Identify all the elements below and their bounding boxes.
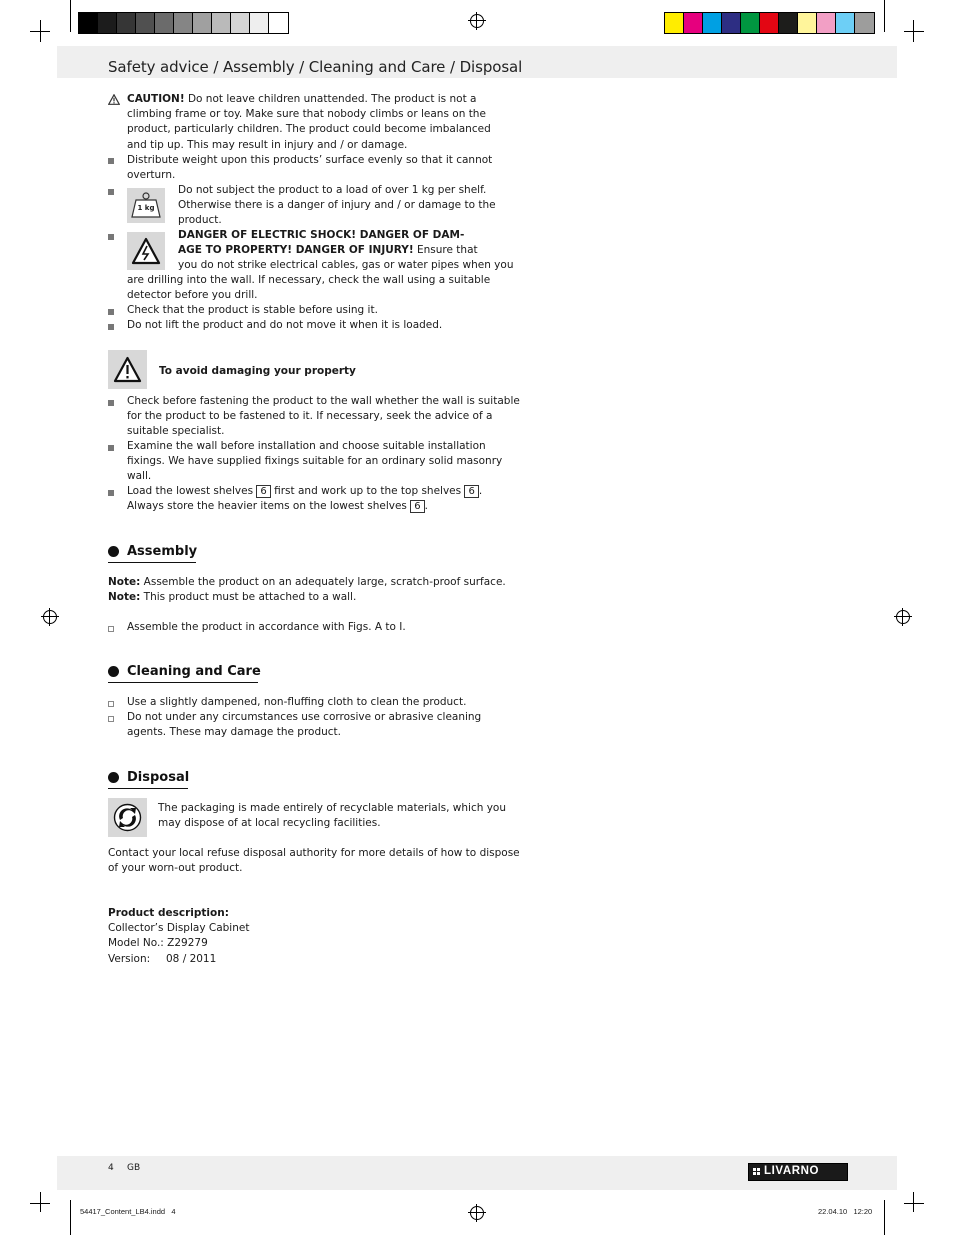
property-load-text: first and work up to the top shelves bbox=[270, 485, 465, 497]
property-load-text: . bbox=[478, 485, 483, 497]
page-title: Safety advice / Assembly / Cleaning and Care / Disposal bbox=[108, 58, 523, 76]
product-label: Product description: bbox=[108, 907, 229, 919]
crop-mark bbox=[884, 1200, 885, 1235]
color-swatch bbox=[136, 13, 155, 33]
bullet-icon bbox=[108, 234, 114, 240]
crop-mark bbox=[913, 20, 914, 42]
distribute-text: Distribute weight upon this products’ surface evenly so that it cannot bbox=[127, 154, 493, 166]
caution-text: product, particularly children. The product could become imbalanced bbox=[127, 123, 491, 135]
property-check-text: suitable specialist. bbox=[127, 425, 225, 437]
color-swatch bbox=[155, 13, 174, 33]
color-swatch bbox=[269, 13, 288, 33]
color-swatch bbox=[684, 13, 703, 33]
section-underline bbox=[108, 788, 188, 789]
registration-mark-icon bbox=[470, 14, 484, 28]
shelf-reference: 6 bbox=[410, 500, 424, 513]
recycling-icon-box bbox=[108, 798, 147, 837]
bullet-icon bbox=[108, 189, 114, 195]
property-store-text: Always store the heavier items on the lowest shelves bbox=[127, 500, 411, 512]
contact-text: Contact your local refuse disposal authority for more details of how to dispose bbox=[108, 847, 520, 859]
color-swatch bbox=[760, 13, 779, 33]
packaging-text: may dispose of at local recycling facilities. bbox=[158, 817, 381, 829]
color-swatch bbox=[741, 13, 760, 33]
step-bullet-icon bbox=[108, 701, 114, 707]
property-warning-icon-box bbox=[108, 350, 147, 389]
color-swatch bbox=[212, 13, 231, 33]
assembly-note-2 bbox=[108, 590, 356, 605]
property-store-text: . bbox=[424, 500, 428, 512]
brand-name: LIVARNO bbox=[764, 1165, 820, 1177]
load-text: Do not subject the product to a load of over 1 kg per shelf. bbox=[178, 184, 487, 196]
process-color-bar bbox=[664, 12, 875, 34]
load-text: Otherwise there is a danger of injury and / or damage to the bbox=[178, 199, 496, 211]
cleaning-step: Use a slightly dampened, non-fluffing cloth to clean the product. bbox=[127, 696, 467, 708]
step-bullet-icon bbox=[108, 626, 114, 632]
section-bullet-icon bbox=[108, 666, 119, 677]
product-model: Model No.: Z29279 bbox=[108, 937, 208, 949]
property-load-text: Load the lowest shelves bbox=[127, 485, 257, 497]
color-swatch bbox=[79, 13, 98, 33]
bullet-icon bbox=[108, 158, 114, 164]
color-swatch bbox=[98, 13, 117, 33]
note-label: Note: bbox=[108, 576, 141, 588]
shock-text: detector before you drill. bbox=[127, 289, 258, 301]
note-text: This product must be attached to a wall. bbox=[140, 591, 357, 603]
color-swatch bbox=[231, 13, 250, 33]
color-swatch bbox=[798, 13, 817, 33]
shock-text: you do not strike electrical cables, gas or water pipes when you bbox=[178, 259, 514, 271]
shock-heading: DANGER OF ELECTRIC SHOCK! DANGER OF DAM- bbox=[178, 229, 465, 241]
property-heading: To avoid damaging your property bbox=[159, 365, 356, 377]
load-text: product. bbox=[178, 214, 222, 226]
color-swatch bbox=[174, 13, 193, 33]
shelf-reference: 6 bbox=[256, 485, 270, 498]
caution-label: CAUTION! bbox=[127, 93, 185, 105]
brand-logo bbox=[748, 1163, 848, 1181]
stable-text: Check that the product is stable before using it. bbox=[127, 304, 378, 316]
crop-mark bbox=[904, 31, 924, 32]
bullet-icon bbox=[108, 445, 114, 451]
caution-paragraph bbox=[127, 92, 476, 107]
print-timestamp: 22.04.10 12:20 bbox=[818, 1207, 873, 1216]
gray-color-bar bbox=[78, 12, 289, 34]
product-version-label: Version: bbox=[108, 953, 151, 965]
crop-mark bbox=[70, 0, 71, 32]
brand-mark-icon bbox=[753, 1168, 760, 1175]
file-name: 54417_Content_LB4.indd 4 bbox=[80, 1207, 176, 1216]
cleaning-title: Cleaning and Care bbox=[127, 664, 261, 679]
registration-mark-icon bbox=[896, 610, 910, 624]
assembly-title: Assembly bbox=[127, 544, 198, 559]
cleaning-step: Do not under any circumstances use corrosive or abrasive cleaning bbox=[127, 711, 482, 723]
property-check-text: Check before fastening the product to the wall whether the wall is suitable bbox=[127, 395, 520, 407]
color-swatch bbox=[117, 13, 136, 33]
page-number: 4 bbox=[108, 1163, 114, 1173]
warning-icon bbox=[108, 94, 120, 105]
electric-shock-icon-box bbox=[127, 232, 165, 270]
crop-mark bbox=[913, 1192, 914, 1212]
shock-line bbox=[178, 243, 478, 258]
color-swatch bbox=[250, 13, 269, 33]
color-swatch bbox=[817, 13, 836, 33]
crop-mark bbox=[70, 1200, 71, 1235]
product-version-value: 08 / 2011 bbox=[166, 953, 217, 965]
color-swatch bbox=[193, 13, 212, 33]
color-swatch bbox=[855, 13, 874, 33]
property-examine-text: fixings. We have supplied fixings suitable for an ordinary solid masonry bbox=[127, 455, 503, 467]
registration-mark-icon bbox=[43, 610, 57, 624]
registration-mark-icon bbox=[470, 1206, 484, 1220]
bullet-icon bbox=[108, 324, 114, 330]
section-underline bbox=[108, 562, 196, 563]
product-name: Collector’s Display Cabinet bbox=[108, 922, 250, 934]
lift-text: Do not lift the product and do not move it when it is loaded. bbox=[127, 319, 443, 331]
packaging-text: The packaging is made entirely of recyclable materials, which you bbox=[158, 802, 507, 814]
property-store-line bbox=[127, 499, 472, 514]
crop-mark bbox=[904, 1203, 924, 1204]
bullet-icon bbox=[108, 490, 114, 496]
step-bullet-icon bbox=[108, 716, 114, 722]
language-code: GB bbox=[127, 1163, 141, 1173]
section-underline bbox=[108, 682, 258, 683]
weight-icon-box bbox=[127, 188, 165, 223]
section-bullet-icon bbox=[108, 772, 119, 783]
contact-text: of your worn-out product. bbox=[108, 862, 243, 874]
bullet-icon bbox=[108, 400, 114, 406]
shock-heading: AGE TO PROPERTY! DANGER OF INJURY! bbox=[178, 244, 414, 256]
shock-text: Ensure that bbox=[413, 244, 478, 256]
distribute-text: overturn. bbox=[127, 169, 176, 181]
color-swatch bbox=[665, 13, 684, 33]
shelf-reference: 6 bbox=[464, 485, 478, 498]
crop-mark bbox=[40, 20, 41, 42]
caution-text: climbing frame or toy. Make sure that nobody climbs or leans on the bbox=[127, 108, 486, 120]
disposal-title: Disposal bbox=[127, 770, 190, 785]
note-text: Assemble the product on an adequately large, scratch-proof surface. bbox=[140, 576, 506, 588]
shock-text: are drilling into the wall. If necessary, check the wall using a suitable bbox=[127, 274, 491, 286]
caution-text: and tip up. This may result in injury and / or damage. bbox=[127, 139, 408, 151]
property-check-text: for the product to be fastened to it. If necessary, seek the advice of a bbox=[127, 410, 493, 422]
property-examine-text: wall. bbox=[127, 470, 152, 482]
crop-mark bbox=[884, 0, 885, 32]
crop-mark bbox=[40, 1192, 41, 1212]
weight-icon-label: 1 kg bbox=[137, 204, 155, 212]
assembly-step: Assemble the product in accordance with Figs. A to I. bbox=[127, 621, 406, 633]
color-swatch bbox=[836, 13, 855, 33]
section-bullet-icon bbox=[108, 546, 119, 557]
property-load-line bbox=[127, 484, 483, 499]
electric-shock-icon bbox=[127, 232, 165, 270]
color-swatch bbox=[703, 13, 722, 33]
warning-icon bbox=[108, 350, 147, 389]
color-swatch bbox=[779, 13, 798, 33]
caution-text: Do not leave children unattended. The product is not a bbox=[187, 93, 477, 105]
recycling-icon bbox=[108, 798, 147, 837]
assembly-note-1 bbox=[108, 575, 506, 590]
note-label: Note: bbox=[108, 591, 141, 603]
property-examine-text: Examine the wall before installation and choose suitable installation bbox=[127, 440, 486, 452]
bullet-icon bbox=[108, 309, 114, 315]
color-swatch bbox=[722, 13, 741, 33]
cleaning-step: agents. These may damage the product. bbox=[127, 726, 342, 738]
